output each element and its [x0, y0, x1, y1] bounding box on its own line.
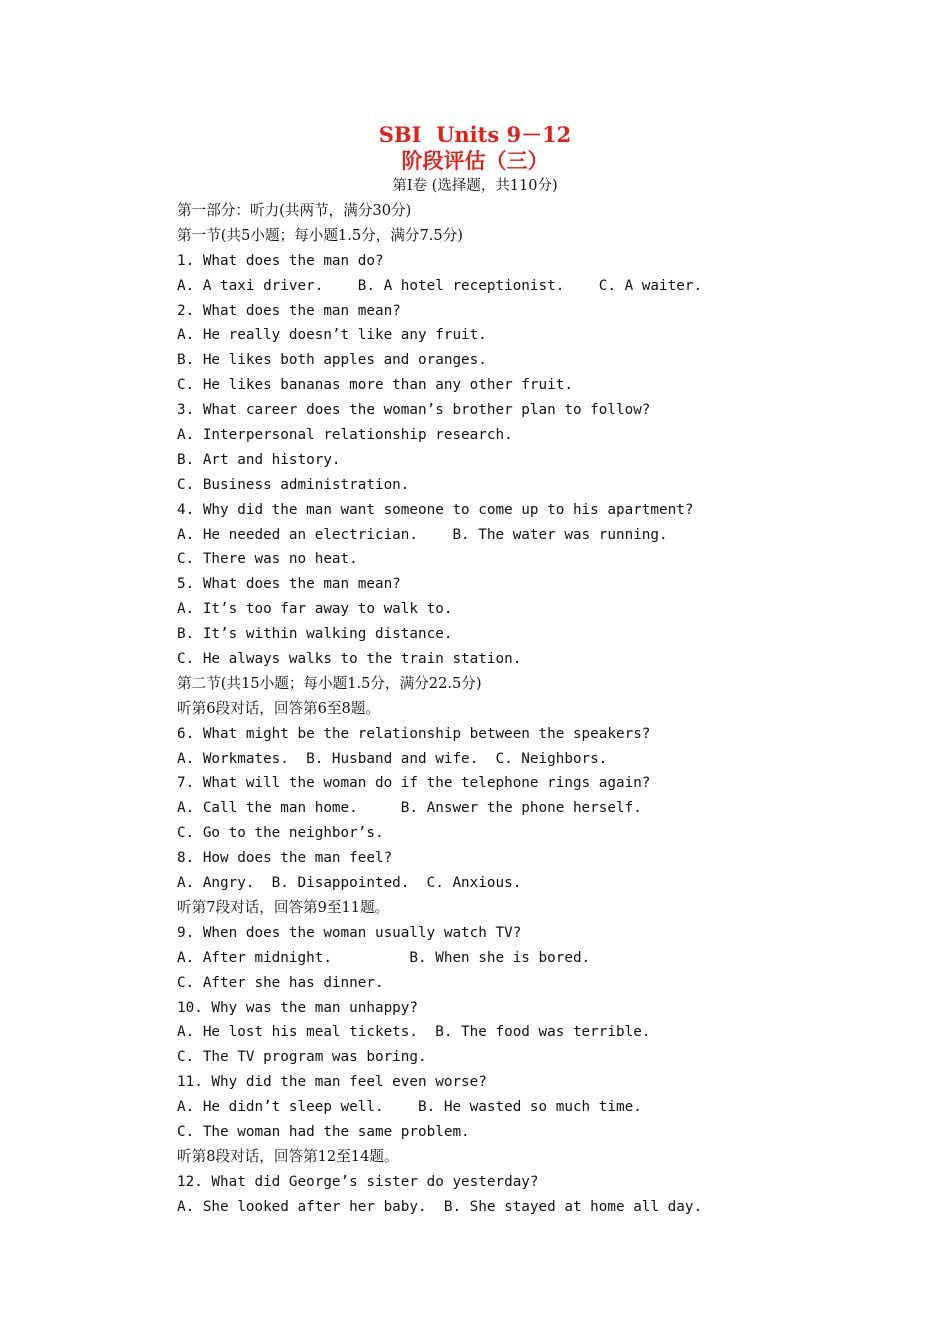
answer-options: A. Angry. B. Disappointed. C. Anxious. — [177, 875, 522, 892]
answer-option: A. Interpersonal relationship research. — [177, 427, 513, 444]
dialogue-instruction: 听第7段对话，回答第9至11题。 — [177, 898, 390, 916]
answer-option: B. It’s within walking distance. — [177, 626, 453, 643]
answer-option: C. He always walks to the train station. — [177, 651, 522, 668]
part-heading: 第一部分：听力(共两节，满分30分) — [177, 202, 412, 219]
question: 1. What does the man do? — [177, 252, 384, 269]
question: 6. What might be the relationship between the speakers? — [177, 725, 651, 742]
answer-option: B. He likes both apples and oranges. — [177, 352, 487, 369]
question-list — [177, 199, 897, 1220]
answer-option: C. Business administration. — [177, 476, 410, 493]
answer-option: A. It’s too far away to walk to. — [177, 601, 453, 618]
question: 4. Why did the man want someone to come up to his apartment? — [177, 501, 694, 518]
question: 7. What will the woman do if the telephone rings again? — [177, 775, 651, 792]
answer-option: B. Art and history. — [177, 451, 341, 468]
answer-option: C. After she has dinner. — [177, 974, 384, 991]
question: 12. What did George’s sister do yesterday? — [177, 1173, 539, 1190]
answer-options: A. He didn’t sleep well. B. He wasted so much time. — [177, 1099, 642, 1116]
question: 3. What career does the woman’s brother plan to follow? — [177, 402, 651, 419]
question: 5. What does the man mean? — [177, 576, 401, 593]
answer-option: C. He likes bananas more than any other fruit. — [177, 377, 573, 394]
answer-options: A. After midnight. B. When she is bored. — [177, 949, 591, 966]
answer-options: A. He needed an electrician. B. The water was running. — [177, 526, 668, 543]
dialogue-instruction: 听第6段对话，回答第6至8题。 — [177, 699, 380, 717]
question: 2. What does the man mean? — [177, 302, 401, 319]
answer-option: C. Go to the neighbor’s. — [177, 825, 384, 842]
answer-option: C. The TV program was boring. — [177, 1049, 427, 1066]
title-block — [0, 122, 950, 197]
section-heading: 第一节(共5小题；每小题1.5分，满分7.5分) — [177, 226, 463, 244]
section-subtitle: 第Ⅰ卷 (选择题，共110分) — [392, 178, 558, 194]
answer-options: A. A taxi driver. B. A hotel receptionist. C. A waiter. — [177, 277, 703, 294]
question: 8. How does the man feel? — [177, 850, 393, 867]
answer-options: A. She looked after her baby. B. She stayed at home all day. — [177, 1198, 703, 1215]
document-title-sub: 阶段评估（三） — [401, 148, 549, 173]
answer-option: A. He really doesn’t like any fruit. — [177, 327, 487, 344]
answer-options: A. Workmates. B. Husband and wife. C. Neighbors. — [177, 750, 608, 767]
answer-option: C. There was no heat. — [177, 551, 358, 568]
answer-options: A. He lost his meal tickets. B. The food was terrible. — [177, 1024, 651, 1041]
question: 11. Why did the man feel even worse? — [177, 1074, 487, 1091]
question: 10. Why was the man unhappy? — [177, 999, 419, 1016]
document-title: SBⅠ Units 9－12 — [378, 122, 572, 147]
question: 9. When does the woman usually watch TV? — [177, 924, 522, 941]
answer-option: C. The woman had the same problem. — [177, 1123, 470, 1140]
answer-options: A. Call the man home. B. Answer the phone herself. — [177, 800, 642, 817]
dialogue-instruction: 听第8段对话，回答第12至14题。 — [177, 1147, 399, 1165]
section-heading: 第二节(共15小题；每小题1.5分，满分22.5分) — [177, 674, 482, 692]
